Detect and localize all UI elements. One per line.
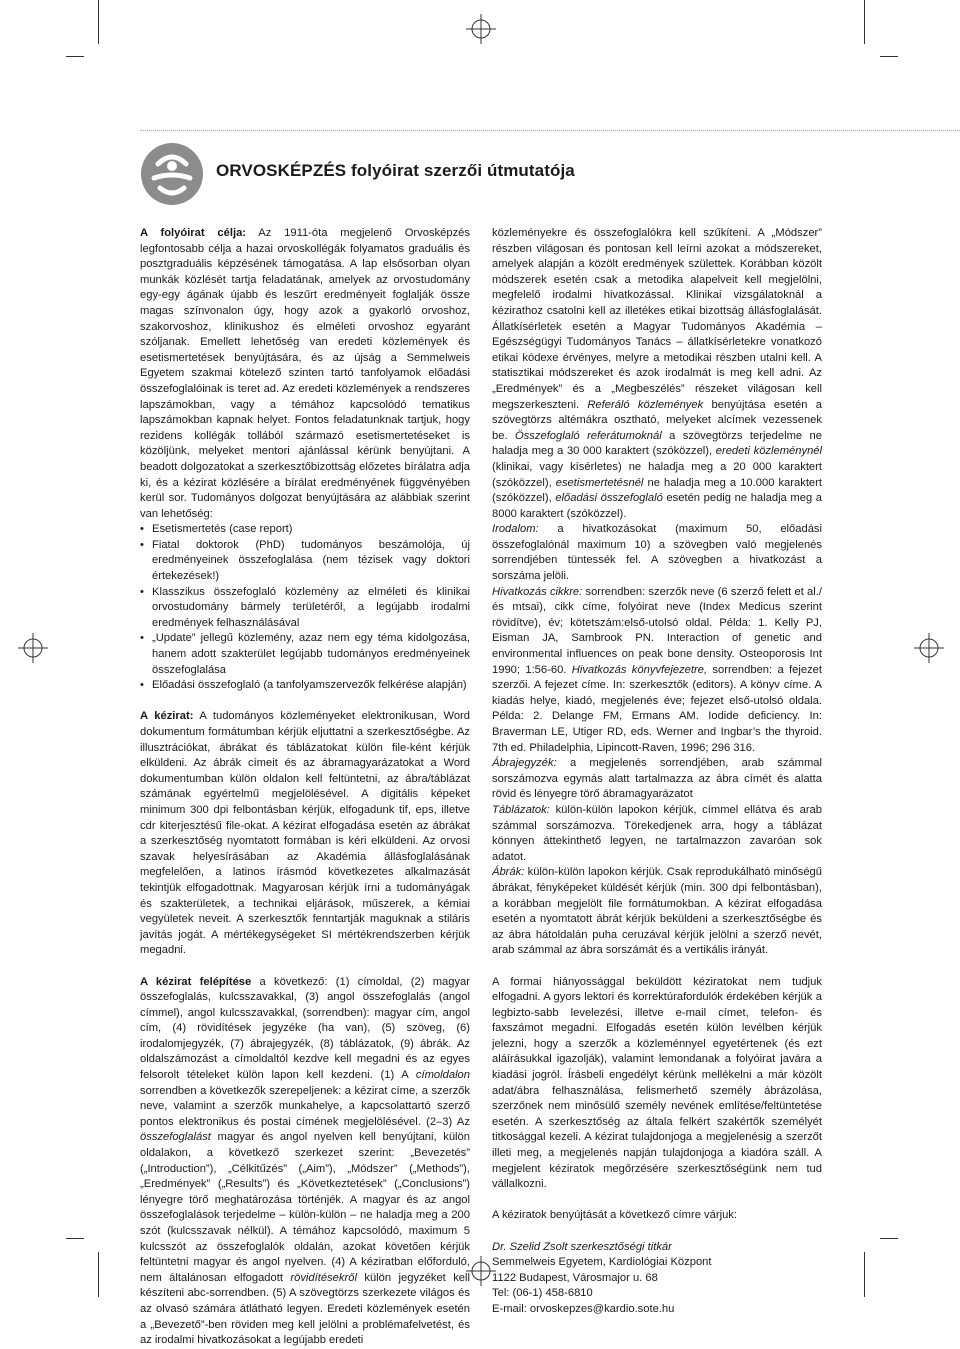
figures-paragraph	[492, 865, 822, 959]
registration-mark-icon	[914, 633, 944, 663]
body-text: esetén pedig ne haladja meg a 8000 karaktert (szóközzel).	[492, 492, 823, 520]
emphasis: Referáló közlemények	[587, 398, 704, 411]
emphasis: előadási összefoglaló	[555, 492, 663, 505]
address-line: 1122 Budapest, Városmajor u. 68	[492, 1271, 658, 1284]
body-text: a megjelenés sorrendjében, arab számmal sorszámozva egymás alatt tartalmazza az ábra címét és alatta rövid és lényegre törő ábramagyarázatot	[492, 757, 822, 801]
structure-emphasis: ről	[344, 1271, 357, 1284]
citation-paragraph	[492, 585, 822, 757]
figure-list-paragraph	[492, 756, 822, 803]
structure-lead: A kézirat felépítése	[140, 975, 252, 988]
manuscript-text: A tudományos közleményeket elektronikusan, Word dokumentum formátumban kérjük eljuttatni a szerkesztőségbe. Az illusztrációkat, ábrákat és táblázatokat külön file-ként kérjük elküldeni. Az ábrák címeit és az ábramagyarázatokat a Word dokumentumban külön oldalon kell feltüntetni, az ábra/táblázat számának egyértelmű megjelölésével. A digitális képeket minimum 300 dpi felbontásban kérjük, elfogadunk tif, eps, illetve cdr kiterjesztésű file-okat. A kézirat elfogadása esetén az ábrákat a szerkesztőség nyomtatott formában is kéri elküldeni. Az orvosi szavak helyesírásában az Akadémia állásfoglalásának megfelelően, a latinos írásmód következetes alkalmazását tekintjük elfogadottnak. Magyarosan kérjük írni a tudományágak és szakterületek, a technikai eljárások, műszerek, a kémiai vegyületek neveit. A szerkesztők fenntartják maguknak a stiláris javítás jogát. A mértékegységeket SI mértékrendszerben kérjük megadni.	[140, 710, 470, 957]
structure-text: a következő: (1) címoldal, (2) magyar összefoglalás, kulcsszavakkal, (3) angol összefoglalás (angol címmel), angol kulcsszavakkal, (sorrendben): magyar cím, angol cím, (4) rövidítések jegyzéke (ha van), (5) szöveg, (6) irodalomjegyzék, (7) ábrajegyzék, (8) táblázatok, (9) ábrák. Az oldalszámozást a címoldaltól kezdve kell megadni és az egyes felsorolt tételeket külön lapon kell kezdeni. (1) A	[140, 975, 470, 1082]
crop-mark	[66, 1238, 84, 1239]
registration-mark-icon	[18, 633, 48, 663]
body-text: benyújtása esetén a szövegtörzs altémákra osztható, melyeket alcímek vezessenek be.	[492, 398, 823, 442]
methods-paragraph	[492, 226, 822, 522]
structure-text: magyar és angol nyelven kell benyújtani, külön oldalakon, a következő szerkezet szerint: „Bevezetés” („Introduction”), „Célkitűzés” („Aim”), „Módszer” („Methods”), „Eredmények” („Results”) és „Következtetések” („Conclusions”) lényegre törő meghatározása történjék. A magyar és az angol összefoglalások terjedelme – külön-külön – ne haladja meg a 200 szót (kulcsszavak nélkül). A témához kapcsolódó, maximum 5 kulcsszót az összefoglalók oldalán, azokat követően kérjük feltüntetni magyar és angol nyelven. (4) A kéziratban előforduló, nem általánosan elfogadott	[140, 1131, 470, 1284]
emphasis: Irodalom:	[492, 523, 539, 536]
emphasis: esetismertetésnél	[555, 476, 644, 489]
address-block	[492, 1240, 822, 1318]
submission-types-list	[140, 522, 470, 694]
page-title: ORVOSKÉPZÉS folyóirat szerzői útmutatója	[216, 161, 575, 180]
body-text: külön-külön lapokon kérjük, címmel ellátva és arab számmal sorszámozva. Törekedjenek arra, hogy a táblázat könnyen áttekinthető legyen, ne tartalmazzon zavaróan sok adatot.	[492, 803, 822, 863]
body-text: a szövegtörzs terjedelme ne haladja meg a 30 000 karaktert (szóközzel),	[492, 429, 822, 458]
left-column	[140, 226, 470, 1349]
intro-text: Az 1911-óta megjelenő Orvosképzés legfontosabb célja a hazai orvoskollégák folyamatos graduális és posztgraduális képzésének támogatása. A lap elsősorban olyan munkák közlését tartja feladatának, amelyek az orvostudomány egy-egy ágának újabb és leszűrt eredményeit foglalják össze magas színvonalon úgy, hogy azok a gyakorló orvoshoz, szakorvoshoz, klinikushoz és elméleti orvoshoz egyaránt szóljanak. Emellett lehetőség van eredeti közlemények és esetismertetések benyújtására, és az újság a Semmelweis Egyetem szakmai kötelező szinten tartó tanfolyamok előadási összefoglalóinak is teret ad. Az eredeti közlemények a rendszeres lapszámokban, vagy a témához kapcsolódó tematikus lapszámokban kapnak helyet. Fontos feladatunknak tartjuk, hogy rezidens kollégák tollából származó esetismertetéseket is közöljünk, melyeket mentori ajánlással kérünk benyújtani. A beadott dolgozatokat a szerkesztőbizottság előzetes bírálatra adja ki, és a kézirat közlésére a bírálat eredményének függvényében kerül sor. Tudományos dolgozat benyújtására az alábbiak szerint van lehetőség:	[140, 227, 470, 520]
phone: Tel: (06-1) 458-6810	[492, 1287, 593, 1300]
crop-mark	[880, 56, 898, 57]
body-text: sorrendben: szerzők neve (6 szerző felett et al./és mtsai), cikk címe, folyóirat neve (Index Medicus szerint rövidítve), év; kötetszám:első-utolsó oldal. Példa: 1. Kelly PJ, Eisman JA, Sambrook PN. Interaction of genetic and environmental influences on peak bone density. Osteoporosis Int 1990; 1:56-60.	[492, 585, 822, 676]
structure-text: sorrendben a következők szerepeljenek: a kézirat címe, a szerzők neve, valamint a szerzők munkahelye, a kapcsolattartó szerző pontos elektronikus és postai címének megjelölésével. (2–3) Az	[140, 1084, 470, 1128]
body-text: (klinikai, vagy kísérletes) ne haladja meg a 20 000 karaktert (szóközzel),	[492, 460, 822, 489]
manuscript-paragraph	[140, 709, 470, 959]
body-text: a hivatkozásokat (maximum 50, előadási összefoglalónál maximum 10) a szövegben való megjelenés sorrendjében tüntessék fel. A szövegben a hivatkozást a sorszáma jelöli.	[492, 523, 822, 583]
contact-name: Dr. Szelid Zsolt szerkesztőségi titkár	[492, 1240, 672, 1253]
crop-mark	[880, 1238, 898, 1239]
structure-text: külön jegyzéket kell készíteni abc-sorrendben. (5) A szövegtörzs szerkezete világos és az olvasó számára átlátható legyen. Eredeti közlemények esetén a „Bevezető”-ben röviden meg kell jelölni a problémafelvetést, és az irodalmi hivatkozásokat a legújabb eredeti	[140, 1271, 470, 1347]
list-item: • Esetismertetés (case report)	[140, 522, 470, 538]
list-item: • Fiatal doktorok (PhD) tudományos beszámolója, új eredményeinek összefoglalása (nem tézisek vagy doktori értekezések!)	[140, 538, 470, 585]
list-item: • Előadási összefoglaló (a tanfolyamszervezők felkérése alapján)	[140, 678, 470, 694]
submission-address-intro: A kéziratok benyújtását a következő címre várjuk:	[492, 1209, 737, 1222]
email-link[interactable]: E-mail: orvoskepzes@kardio.sote.hu	[492, 1302, 675, 1315]
references-paragraph	[492, 522, 822, 584]
tables-paragraph	[492, 803, 822, 865]
header-dotted-rule	[140, 130, 960, 131]
crop-mark	[98, 0, 99, 44]
body-text: ne haladja meg a 10.000 karaktert (szóközzel),	[492, 476, 822, 505]
emphasis: Táblázatok:	[492, 803, 550, 816]
emphasis: Ábrajegyzék:	[492, 757, 557, 770]
crop-mark	[98, 1252, 99, 1297]
list-item: • Klasszikus összefoglaló közlemény az elméleti és klinikai orvostudomány bármely területéről, a legújabb irodalmi eredmények felhasználásával	[140, 585, 470, 632]
list-item: • „Update” jellegű közlemény, azaz nem egy téma kidolgozása, hanem adott szakterület legújabb tudományos eredményeinek összefoglalása	[140, 631, 470, 678]
body-text: külön-külön lapokon kérjük. Csak reprodukálható minőségű ábrákat, fényképeket küldését kérjük (min. 300 dpi felbontásban), a korábban megjelölt file formátumokban. A kézirat elfogadása esetén a nyomtatott ábrát kérjük beküldeni a szerkesztőségbe és az ábra hátoldalán puha ceruzával kérjük jelölni a szerző nevét, arab számmal az ábra sorszámát és a vertikális irányát.	[492, 866, 822, 957]
structure-paragraph	[140, 975, 470, 1349]
emphasis: eredeti közleménynél	[715, 445, 823, 458]
emphasis: Ábrák:	[492, 866, 525, 879]
structure-emphasis: rövidítések	[290, 1271, 345, 1284]
crop-mark	[864, 0, 865, 44]
structure-emphasis: összefoglalást	[140, 1131, 211, 1144]
emphasis: Hivatkozás cikkre:	[492, 585, 583, 598]
intro-paragraph	[140, 226, 470, 522]
emphasis: Hivatkozás könyvfejezetre,	[571, 663, 708, 676]
intro-lead: A folyóirat célja:	[140, 227, 247, 239]
formal-requirements-paragraph: A formai hiányossággal beküldött kéziratokat nem tudjuk elfogadni. A gyors lektori és korrektúrafordulók érdekében kérjük a legbizto-sabb levelezési, illetve e-mail címet, telefon- és faxszámot megadni. Elfogadás esetén külön levélben kérjük jelezni, hogy a szerzők a közleménnyel egyetértenek (és ezt aláírásukkal igazolják), valamint lemondanak a folyóirat javára a kiadási jogról. Írásbeli engedélyt kérünk mellékelni a már közölt adat/ábra felhasználása, felismerhető személy ábrázolása, szerzőnek nem minősülő személy nevének említése/feltüntetése esetén. A szerkesztőség az általa felkért szakértők személyét titkosággal kezeli. A kézirat tulajdonjoga a megjelenésig a szerzőt illeti meg, a megjelenés napján tulajdonjoga a kiadóra száll. A megjelent kéziratok megőrzésére szerkesztőségünk nem tud vállalkozni.	[492, 975, 822, 1191]
address-line: Semmelweis Egyetem, Kardiológiai Központ	[492, 1256, 712, 1269]
body-text: közleményekre és összefoglalókra kell szűkíteni. A „Módszer” részben világosan és pontosan kell leírni azokat a módszereket, amelyek alapján a közölt eredmények születtek. Korábban közölt módszerek esetén csak a metodika alapelveit kell megjelölni, megfelelő irodalmi hivatkozással. Klinikai vizsgálatoknál a kézirathoz csatolni kell az illetékes etikai bizottság állásfoglalását. Állatkísérletek esetén a Magyar Tudományos Akadémia – Egészségügyi Tudományos Tanács – állatkísérletekre vonatkozó etikai kódexe érvényes, melyre a metodikai részben utalni kell. A statisztikai módszereket és azok irodalmát is meg kell adni. Az „Eredmények” és a „Megbeszélés” részeket világosan kell megszerkeszteni.	[492, 227, 822, 411]
journal-logo-icon	[140, 142, 204, 206]
crop-mark	[864, 1252, 865, 1297]
emphasis: Összefoglaló referátumoknál	[514, 429, 662, 442]
manuscript-lead: A kézirat:	[140, 710, 194, 723]
body-text: sorrendben: a fejezet szerzői. A fejezet címe. In: szerkesztők (editors). A könyv címe. A kiadás helye, kiadó, megjelenés éve; fejezet első-utolsó oldala. Példa: 2. Delange FM, Ermans AM. Iodide deficiency. In: Braverman LE, Utiger RD, eds. Werner and Ingbar’s the thyroid. 7th ed. Philadelphia, Lipincott-Raven, 1996; 296 316.	[492, 663, 822, 754]
structure-emphasis: címoldalon	[415, 1069, 470, 1082]
right-column	[492, 226, 822, 1318]
registration-mark-icon	[466, 14, 496, 44]
crop-mark	[66, 56, 84, 57]
